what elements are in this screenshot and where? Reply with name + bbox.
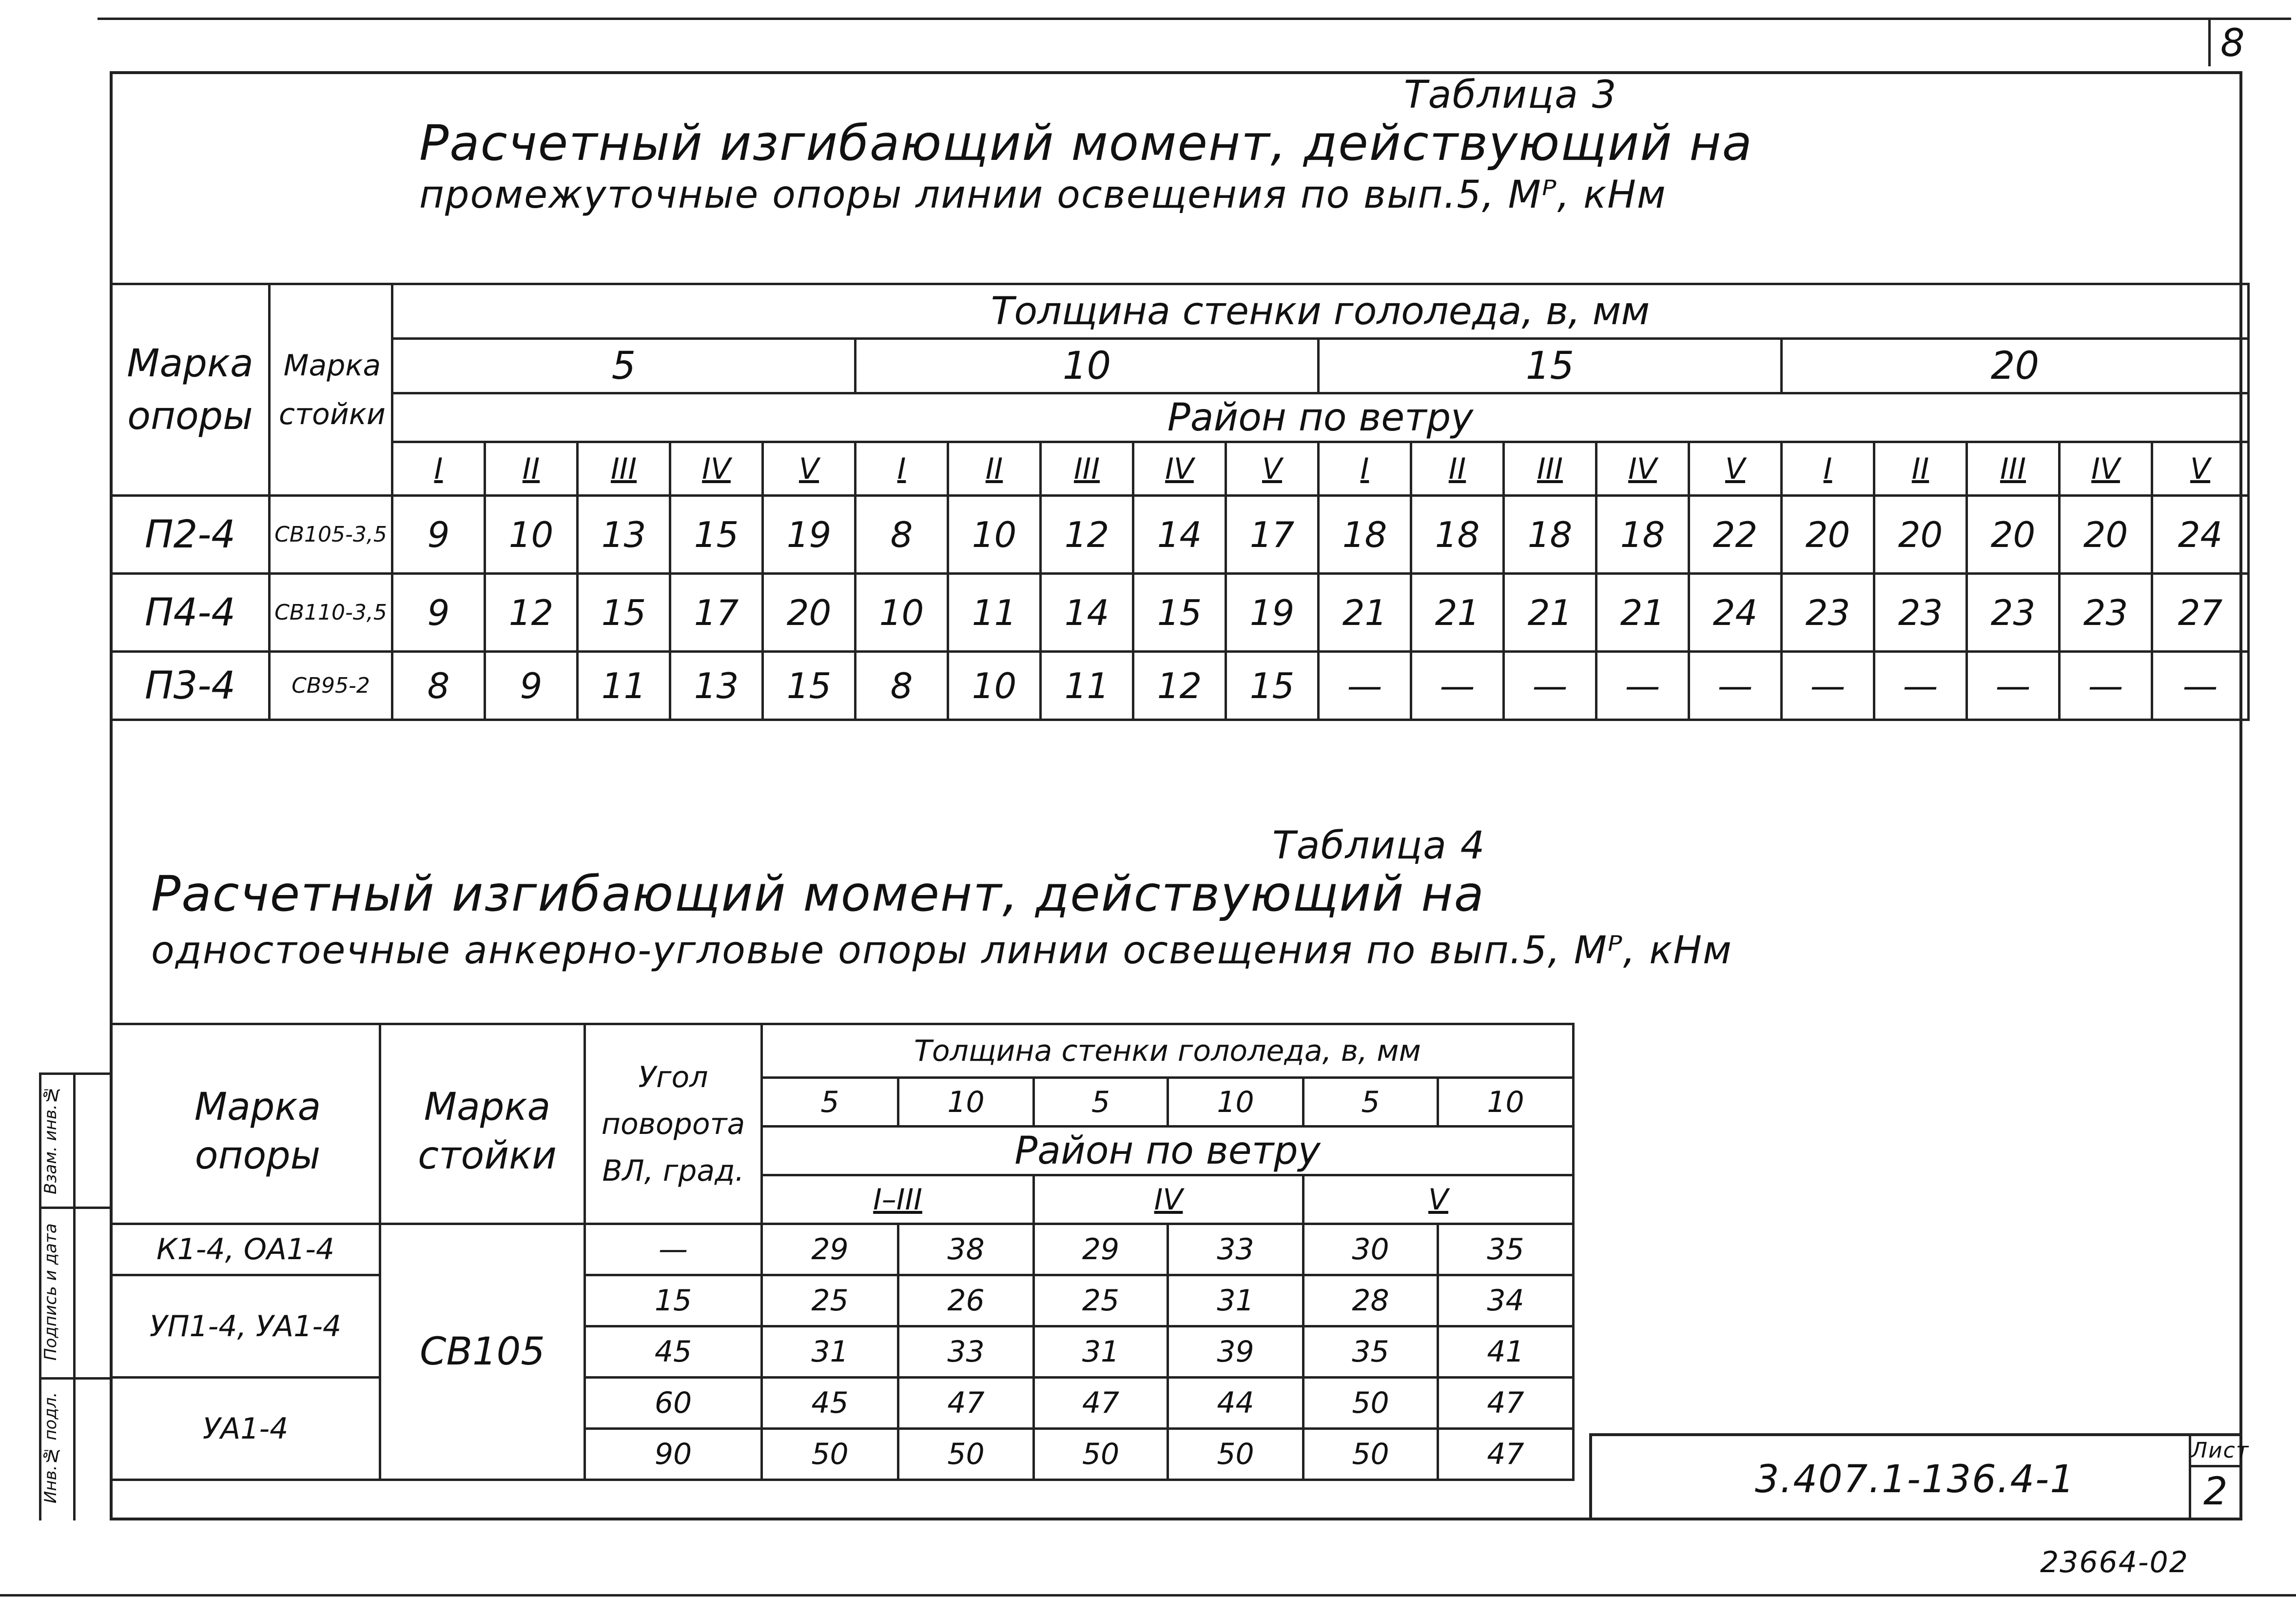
t3-region-1: II: [485, 442, 578, 496]
t3-cell: 11: [948, 574, 1041, 652]
t4-cell: 44: [1168, 1378, 1304, 1429]
t3-cell: 15: [670, 496, 763, 574]
t3-region-3: IV: [670, 442, 763, 496]
t3-cell: 10: [948, 652, 1041, 720]
t4-opora-0: К1-4, ОА1-4: [111, 1224, 380, 1275]
t3-head-marka-stoiki: Марка стойки: [270, 284, 392, 496]
t4-cell: 33: [1168, 1224, 1304, 1275]
side-divider-2: [39, 1207, 110, 1209]
t4-wind-group-1: I–III: [762, 1175, 1034, 1224]
t3-cell: —: [1319, 652, 1411, 720]
t3-cell: 23: [1874, 574, 1967, 652]
t4-angle-0: —: [585, 1224, 762, 1275]
stamp-list-number: 2: [2203, 1470, 2229, 1514]
t3-stoika-0: СВ105-3,5: [270, 496, 392, 574]
sheet-number-top: 8: [2220, 21, 2246, 65]
t3-region-7: III: [1041, 442, 1133, 496]
t3-cell: 15: [1226, 652, 1319, 720]
t3-cell: 17: [1226, 496, 1319, 574]
t3-region-4: V: [763, 442, 856, 496]
t4-cell: 31: [1034, 1326, 1168, 1378]
t4-cell: 29: [1034, 1224, 1168, 1275]
t4-cell: 47: [1438, 1429, 1574, 1480]
t3-region-19: V: [2152, 442, 2249, 496]
t3-region-13: IV: [1596, 442, 1689, 496]
t3-cell: 20: [1782, 496, 1874, 574]
t3-cell: 11: [1041, 652, 1133, 720]
t3-cell: —: [1874, 652, 1967, 720]
t4-cell: 50: [1304, 1429, 1438, 1480]
t3-cell: 19: [1226, 574, 1319, 652]
stamp-list-hdivider: [2189, 1465, 2242, 1467]
t3-cell: —: [2060, 652, 2152, 720]
t3-cell: 12: [1133, 652, 1226, 720]
t4-cell: 50: [898, 1429, 1034, 1480]
t3-cell: 8: [392, 652, 485, 720]
t4-cell: 39: [1168, 1326, 1304, 1378]
t3-cell: 12: [1041, 496, 1133, 574]
t3-region-0: I: [392, 442, 485, 496]
t4-cell: 50: [1304, 1378, 1438, 1429]
t3-ice-15: 15: [1319, 339, 1782, 393]
t3-ice-5: 5: [392, 339, 856, 393]
t4-cell: 45: [762, 1378, 898, 1429]
t3-opora-1: П4-4: [111, 574, 270, 652]
t3-stoika-1: СВ110-3,5: [270, 574, 392, 652]
t4-cell: 28: [1304, 1275, 1438, 1326]
t4-angle-1: 15: [585, 1275, 762, 1326]
table4-title-line2: одностоечные анкерно-угловые опоры линии освещения по вып.5, Мᴾ, кНм: [151, 929, 1732, 973]
t4-ice-6: 10: [1438, 1078, 1574, 1127]
t4-cell: 33: [898, 1326, 1034, 1378]
t4-cell: 29: [762, 1224, 898, 1275]
t4-ice-2: 10: [898, 1078, 1034, 1127]
side-label-vzam: Взам. инв.№: [41, 1085, 60, 1194]
t4-cell: 26: [898, 1275, 1034, 1326]
t4-cell: 50: [1034, 1429, 1168, 1480]
t3-cell: 23: [2060, 574, 2152, 652]
t3-cell: 20: [1967, 496, 2060, 574]
bottom-code: 23664-02: [2040, 1545, 2189, 1579]
table3-grid: [110, 283, 2250, 721]
t3-region-16: II: [1874, 442, 1967, 496]
t4-wind-group-3: V: [1304, 1175, 1574, 1224]
t4-head-angle: Угол поворота ВЛ, град.: [585, 1024, 762, 1224]
table4-label: Таблица 4: [1272, 824, 1486, 868]
t3-stoika-2: СВ95-2: [270, 652, 392, 720]
t4-cell: 34: [1438, 1275, 1574, 1326]
t3-cell: 21: [1319, 574, 1411, 652]
t3-cell: —: [1596, 652, 1689, 720]
t4-cell: 47: [898, 1378, 1034, 1429]
t3-cell: 21: [1504, 574, 1596, 652]
t3-cell: 8: [856, 652, 948, 720]
t3-head-marka-opory: Марка опоры: [111, 284, 270, 496]
t4-head-ice: Толщина стенки гололеда, в, мм: [762, 1024, 1574, 1078]
t3-head-ice: Толщина стенки гололеда, в, мм: [392, 284, 2249, 339]
t3-cell: —: [1967, 652, 2060, 720]
t4-cell: 38: [898, 1224, 1034, 1275]
t4-cell: 41: [1438, 1326, 1574, 1378]
t3-cell: 21: [1596, 574, 1689, 652]
t4-cell: 35: [1438, 1224, 1574, 1275]
t4-ice-1: 5: [762, 1078, 898, 1127]
t3-cell: —: [1782, 652, 1874, 720]
table4-title-line1: Расчетный изгибающий момент, действующий на: [151, 865, 1485, 922]
t3-cell: 20: [1874, 496, 1967, 574]
t4-stoika: СВ105: [380, 1224, 585, 1480]
t3-cell: 12: [485, 574, 578, 652]
t3-opora-2: П3-4: [111, 652, 270, 720]
side-strip-line: [73, 1072, 76, 1520]
t3-region-11: II: [1411, 442, 1504, 496]
t4-cell: 30: [1304, 1224, 1438, 1275]
stamp-list-label: Лист: [2191, 1438, 2250, 1463]
t3-cell: 18: [1596, 496, 1689, 574]
t3-ice-10: 10: [856, 339, 1319, 393]
t3-cell: 23: [1967, 574, 2060, 652]
t3-region-10: I: [1319, 442, 1411, 496]
t3-cell: —: [1411, 652, 1504, 720]
t4-angle-2: 45: [585, 1326, 762, 1378]
t3-ice-20: 20: [1782, 339, 2249, 393]
t3-cell: 10: [485, 496, 578, 574]
t3-cell: 14: [1041, 574, 1133, 652]
t3-cell: 23: [1782, 574, 1874, 652]
top-border-line: [97, 18, 2291, 20]
t3-cell: 10: [948, 496, 1041, 574]
t3-cell: 13: [670, 652, 763, 720]
t4-cell: 50: [1168, 1429, 1304, 1480]
t4-cell: 47: [1034, 1378, 1168, 1429]
t4-cell: 47: [1438, 1378, 1574, 1429]
side-label-inv: Инв.№ подл.: [41, 1392, 60, 1504]
table4-grid: [110, 1023, 1575, 1481]
t4-cell: 25: [1034, 1275, 1168, 1326]
t3-cell: 19: [763, 496, 856, 574]
t3-cell: —: [1689, 652, 1782, 720]
t3-region-18: IV: [2060, 442, 2152, 496]
t3-region-15: I: [1782, 442, 1874, 496]
t4-opora-1: УП1-4, УА1-4: [111, 1275, 380, 1378]
t4-head-wind: Район по ветру: [762, 1127, 1574, 1175]
t3-cell: 18: [1319, 496, 1411, 574]
t3-cell: —: [1504, 652, 1596, 720]
t4-cell: 25: [762, 1275, 898, 1326]
t3-region-14: V: [1689, 442, 1782, 496]
t3-region-9: V: [1226, 442, 1319, 496]
t3-cell: 27: [2152, 574, 2249, 652]
t3-cell: 18: [1504, 496, 1596, 574]
t3-cell: 11: [578, 652, 670, 720]
t4-ice-4: 10: [1168, 1078, 1304, 1127]
t3-region-5: I: [856, 442, 948, 496]
t4-cell: 31: [762, 1326, 898, 1378]
table3-title-line1: Расчетный изгибающий момент, действующий на: [419, 115, 1753, 172]
side-divider-1: [39, 1377, 110, 1380]
t3-cell: 22: [1689, 496, 1782, 574]
t3-cell: 13: [578, 496, 670, 574]
t3-cell: 14: [1133, 496, 1226, 574]
t3-cell: 21: [1411, 574, 1504, 652]
t3-cell: 15: [1133, 574, 1226, 652]
t3-opora-0: П2-4: [111, 496, 270, 574]
t3-cell: 18: [1411, 496, 1504, 574]
side-label-sign: Подпись и дата: [41, 1223, 60, 1361]
table3-label: Таблица 3: [1404, 73, 1617, 117]
table3-title-line2: промежуточные опоры линии освещения по вып.5, Мᴾ, кНм: [419, 173, 1667, 217]
t3-cell: 15: [578, 574, 670, 652]
t3-cell: 15: [763, 652, 856, 720]
t3-region-8: IV: [1133, 442, 1226, 496]
sheet-number-divider: [2208, 18, 2211, 66]
t3-region-2: III: [578, 442, 670, 496]
t3-cell: 17: [670, 574, 763, 652]
t3-cell: 20: [2060, 496, 2152, 574]
t3-region-12: III: [1504, 442, 1596, 496]
t3-cell: —: [2152, 652, 2249, 720]
t3-cell: 8: [856, 496, 948, 574]
t3-cell: 9: [392, 496, 485, 574]
t4-head-marka-opory: Марка опоры: [111, 1024, 380, 1224]
t3-region-17: III: [1967, 442, 2060, 496]
t4-head-marka-stoiki: Марка стойки: [380, 1024, 585, 1224]
t4-ice-3: 5: [1034, 1078, 1168, 1127]
t3-head-wind: Район по ветру: [392, 393, 2249, 442]
t3-region-6: II: [948, 442, 1041, 496]
t4-cell: 31: [1168, 1275, 1304, 1326]
stamp-doc-code: 3.407.1-136.4-1: [1755, 1458, 2075, 1501]
t4-angle-3: 60: [585, 1378, 762, 1429]
t4-angle-4: 90: [585, 1429, 762, 1480]
t4-wind-group-2: IV: [1034, 1175, 1304, 1224]
t3-cell: 9: [485, 652, 578, 720]
bottom-border-line: [0, 1594, 2296, 1597]
t4-cell: 35: [1304, 1326, 1438, 1378]
t3-cell: 20: [763, 574, 856, 652]
t4-cell: 50: [762, 1429, 898, 1480]
t3-cell: 10: [856, 574, 948, 652]
t3-cell: 24: [2152, 496, 2249, 574]
t4-ice-5: 5: [1304, 1078, 1438, 1127]
t3-cell: 24: [1689, 574, 1782, 652]
t3-cell: 9: [392, 574, 485, 652]
t4-opora-2: УА1-4: [111, 1378, 380, 1480]
